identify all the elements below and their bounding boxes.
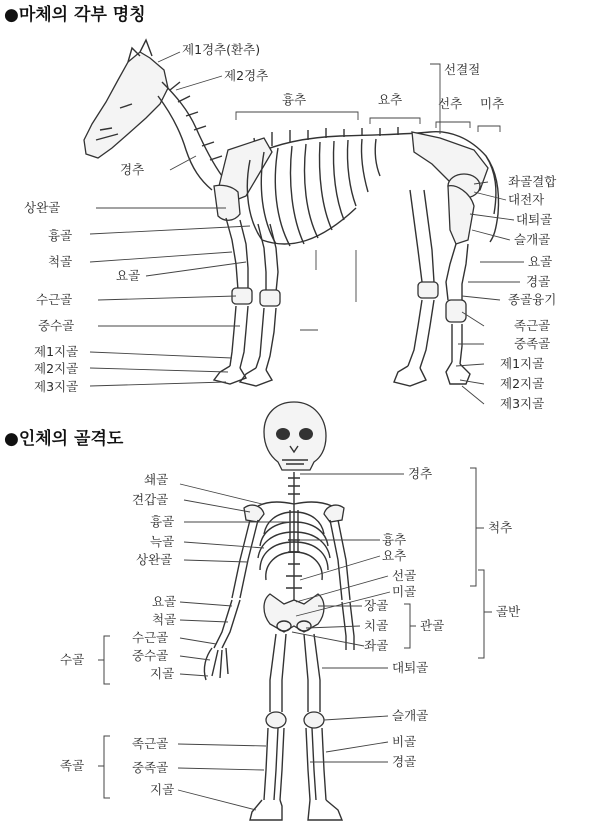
- horse-neck-vertebrae: [162, 82, 222, 176]
- horse-label-hip-joint: 좌골결합: [508, 174, 557, 189]
- horse-section-title: ●마체의 각부 명칭: [4, 5, 146, 25]
- human-label-ulna: 척골: [152, 612, 177, 627]
- horse-label-tarsus: 족근골: [514, 318, 551, 333]
- human-label-rib: 늑골: [150, 534, 175, 549]
- human-label-sternum: 흉골: [150, 514, 175, 529]
- horse-skull: [84, 52, 168, 158]
- foot-bracket: [104, 736, 110, 798]
- human-label-spine: 척추: [488, 520, 513, 535]
- horse-label-caudal: 미추: [480, 96, 505, 111]
- horse-label-carpus: 수근골: [36, 292, 73, 307]
- horse-label-sesamoid: 종골융기: [508, 292, 557, 307]
- human-label-cervical: 경추: [408, 466, 433, 481]
- human-label-phalanx-foot: 지골: [150, 782, 175, 797]
- hand-bracket: [104, 636, 110, 684]
- horse-label-sacrum-tuber: 선결절: [444, 62, 481, 77]
- horse-label-phalanx1-hind: 제1지골: [500, 356, 545, 371]
- horse-label-sternum: 흉골: [48, 228, 73, 243]
- horse-label-patella: 슬개골: [514, 232, 551, 247]
- human-label-ilium: 장골: [364, 598, 389, 613]
- horse-label-phalanx2-hind: 제2지골: [500, 376, 545, 391]
- hipbone-bracket: [404, 604, 410, 648]
- horse-label-metacarpus: 중수골: [38, 318, 75, 333]
- spine-bracket: [470, 468, 476, 586]
- horse-label-lumbar: 요추: [378, 92, 403, 107]
- human-label-sacrum: 선골: [392, 568, 417, 583]
- horse-label-humerus: 상완골: [24, 200, 61, 215]
- human-label-patella: 슬개골: [392, 708, 429, 723]
- horse-label-neck1: 제1경추(환추): [182, 42, 261, 57]
- horse-label-phalanx3-front: 제3지골: [34, 379, 79, 394]
- pelvis-bracket: [478, 570, 484, 658]
- human-label-hand-group: 수골: [60, 652, 85, 667]
- human-label-radius: 요골: [152, 594, 177, 609]
- horse-label-metatarsus: 중족골: [514, 336, 551, 351]
- horse-label-sacral: 선추: [438, 96, 463, 111]
- human-label-scapula: 견갑골: [132, 492, 169, 507]
- human-skeleton: [204, 402, 354, 820]
- horse-front-leg: [214, 185, 280, 386]
- human-label-hipbone: 관골: [420, 618, 445, 633]
- human-label-tarsal: 족근골: [132, 736, 169, 751]
- human-label-lumbar: 요추: [382, 548, 407, 563]
- human-label-coccyx: 미골: [392, 584, 417, 599]
- human-label-phalanx-hand: 지골: [150, 666, 175, 681]
- human-legs: [250, 634, 342, 820]
- horse-label-cervical: 경추: [120, 162, 145, 177]
- horse-label-pelvis-hind: 요골: [528, 254, 553, 269]
- horse-label-trochanter: 대전자: [508, 192, 545, 207]
- horse-label-phalanx3-hind: 제3지골: [500, 396, 545, 411]
- human-label-clavicle: 쇄골: [144, 472, 169, 487]
- horse-label-phalanx1-front: 제1지골: [34, 344, 79, 359]
- horse-label-neck2: 제2경추: [224, 68, 269, 83]
- horse-label-phalanx2-front: 제2지골: [34, 361, 79, 376]
- human-label-foot-group: 족골: [60, 758, 85, 773]
- horse-label-tibia: 경골: [526, 274, 551, 289]
- horse-label-femur: 대퇴골: [516, 212, 553, 227]
- human-clavicle: [258, 502, 332, 506]
- human-label-pelvis: 골반: [496, 604, 521, 619]
- human-label-fibula: 비골: [392, 734, 417, 749]
- human-label-pubis: 치골: [364, 618, 389, 633]
- human-label-ischium: 좌골: [364, 638, 389, 653]
- human-label-thoracic: 흉추: [382, 532, 407, 547]
- human-label-metacarpal: 중수골: [132, 648, 169, 663]
- human-section-title: ●인체의 골격도: [4, 429, 124, 449]
- human-label-femur: 대퇴골: [392, 660, 429, 675]
- horse-hind-leg: [394, 186, 474, 386]
- human-label-metatarsal: 중족골: [132, 760, 169, 775]
- human-label-tibia: 경골: [392, 754, 417, 769]
- human-label-carpal: 수근골: [132, 630, 169, 645]
- horse-label-ulna: 척골: [48, 254, 73, 269]
- horse-label-thoracic: 흉추: [282, 92, 307, 107]
- human-label-humerus: 상완골: [136, 552, 173, 567]
- human-pelvis: [264, 594, 324, 632]
- horse-label-radius: 요골: [116, 268, 141, 283]
